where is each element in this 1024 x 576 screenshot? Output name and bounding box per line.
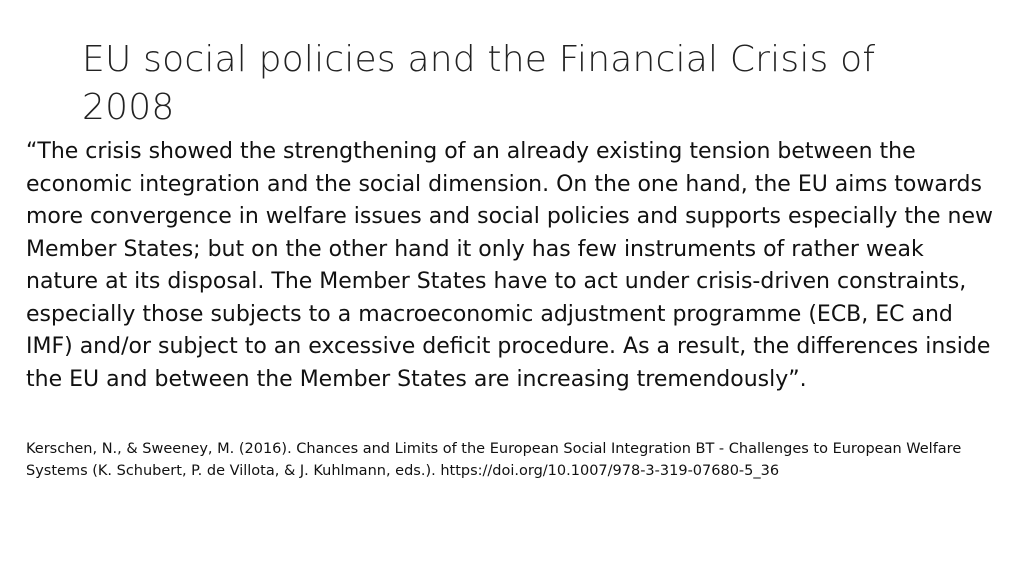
quote-text: “The crisis showed the strengthening of an already existing tension between the economic integration and the social dimension. On the one hand, the EU aims towards more convergence in welfare issues and social policies and supports especially the new Member States; but on the other hand it only has few instruments of rather weak nature at its disposal. The Member States have to act under crisis-driven constraints, especially those subjects to a macroeconomic adjustment programme (ECB, EC and IMF) and/or subject to an excessive deficit procedure. As a result, the differences inside the EU and between the Member States are increasing tremendously”. — [26, 139, 993, 392]
citation-text: Kerschen, N., & Sweeney, M. (2016). Chances and Limits of the European Social Integration BT - Challenges to European Welfare Systems (K. Schubert, P. de Villota, & J. Kuhlmann, eds.). https://doi.org/10.1007/978-3-319-07680-5_36 — [26, 441, 962, 479]
slide-title: EU social policies and the Financial Crisis of 2008 — [82, 39, 876, 128]
